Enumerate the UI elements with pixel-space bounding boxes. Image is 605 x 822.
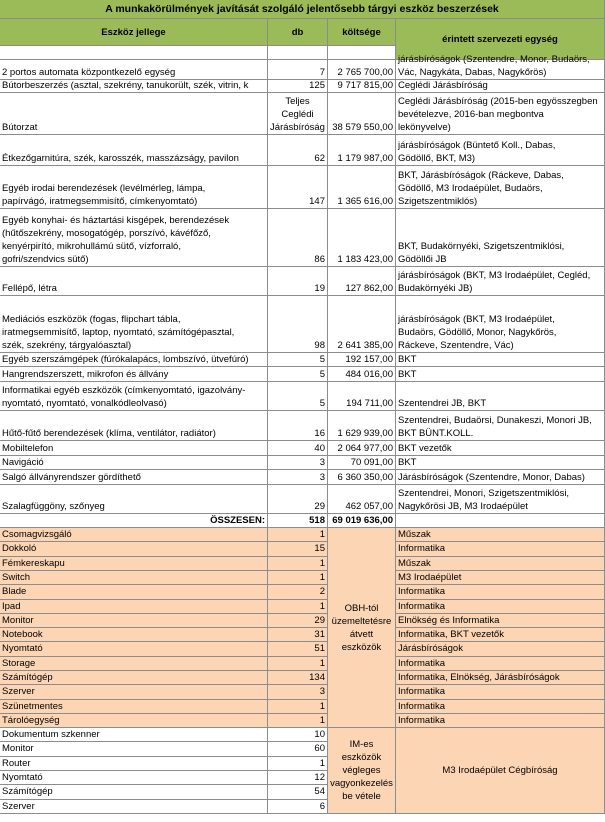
asset-name: Mediációs eszközök (fogas, flipchart tábla, iratmegsemmisítő, laptop, nyomtató, számítógépasztal, szék, szekrény, tárgyalóasztal) [0,296,268,353]
asset-count: Teljes Ceglédi Járásbíróság [268,93,328,135]
obh-item-unit: Informatika [396,585,605,600]
total-count: 518 [268,514,328,528]
asset-cost: 38 579 550,00 [328,93,396,135]
asset-cost: 192 157,00 [328,353,396,367]
obh-item-unit: Informatika [396,542,605,557]
obh-item-count: 31 [268,628,328,642]
obh-item-name: Switch [0,571,268,585]
asset-unit: BKT, Budakörnyéki, Szigetszentmiklósi, Gödöllői JB [396,209,605,267]
obh-item-count: 29 [268,614,328,628]
asset-name: Fellépő, létra [0,267,268,296]
asset-name: Bútorzat [0,93,268,135]
asset-unit: BKT [396,367,605,382]
obh-item-unit: Informatika [396,600,605,614]
sheet-title: A munkakörülmények javítását szolgáló jelentősebb tárgyi eszköz beszerzések [0,0,605,19]
asset-cost: 6 360 350,00 [328,470,396,485]
asset-cost: 9 717 815,00 [328,80,396,93]
asset-name: Mobiltelefon [0,441,268,456]
obh-item-count: 51 [268,642,328,657]
obh-item-count: 3 [268,685,328,700]
im-item-name: Monitor [0,742,268,757]
im-item-count: 60 [268,742,328,757]
total-cost: 69 019 636,00 [328,514,396,528]
asset-unit: Ceglédi Járásbíróság [396,80,605,93]
obh-item-unit: Informatika [396,685,605,700]
asset-cost: 2 064 977,00 [328,441,396,456]
obh-item-count: 15 [268,542,328,557]
asset-cost: 194 711,00 [328,382,396,411]
im-item-name: Router [0,757,268,771]
asset-unit: Szentendrei, Budaörsi, Dunakeszi, Monori JB, BKT BÜNT.KOLL. [396,411,605,441]
obh-item-unit: Informatika [396,657,605,671]
obh-item-unit: Műszak [396,557,605,571]
asset-unit: járásbíróságok (BKT, M3 Irodaépület, Budaörs, Gödöllő, Monor, Nagykőrös, Ráckeve, Szentendre, Vác) [396,296,605,353]
asset-cost: 2 641 385,00 [328,296,396,353]
asset-name: Szalagfüggöny, szőnyeg [0,485,268,514]
asset-name: 2 portos automata központkezelő egység [0,46,268,80]
obh-item-name: Monitor [0,614,268,628]
im-item-name: Nyomtató [0,771,268,785]
asset-count: 19 [268,267,328,296]
asset-name: Egyéb szerszámgépek (fúrókalapács, lombszívó, ütvefúró) [0,353,268,367]
obh-item-name: Blade [0,585,268,600]
asset-count: 86 [268,209,328,267]
asset-name: Étkezőgarnitúra, szék, karosszék, masszázságy, pavilon [0,135,268,166]
obh-item-unit: Informatika, Elnökség, Járásbíróságok [396,671,605,685]
obh-item-unit: Műszak [396,528,605,542]
asset-unit: járásbíróságok (Büntető Koll., Dabas, Gödöllő, BKT, M3) [396,135,605,166]
asset-count: 5 [268,367,328,382]
asset-name: Egyéb irodai berendezések (levélmérleg, lámpa, papírvágó, iratmegsemmisítő, címkenyomtató) [0,166,268,209]
obh-item-name: Fémkereskapu [0,557,268,571]
obh-item-name: Notebook [0,628,268,642]
asset-unit: BKT [396,353,605,367]
obh-item-name: Csomagvizsgáló [0,528,268,542]
obh-item-unit: Informatika, BKT vezetők [396,628,605,642]
asset-name: Salgó állványrendszer gördíthető [0,470,268,485]
asset-count: 16 [268,411,328,441]
obh-item-count: 134 [268,671,328,685]
asset-unit: Szentendrei JB, BKT [396,382,605,411]
total-label: ÖSSZESEN: [0,514,268,528]
asset-count: 40 [268,441,328,456]
asset-unit: járásbíróságok (Szentendre, Monor, Budaörs, Vác, Nagykáta, Dabas, Nagykőrös) [396,46,605,80]
obh-item-count: 1 [268,600,328,614]
asset-count: 7 [268,46,328,80]
obh-item-unit: Járásbíróságok [396,642,605,657]
asset-name: Hűtő-fűtő berendezések (klíma, ventilátor, radiátor) [0,411,268,441]
obh-item-count: 1 [268,700,328,714]
obh-item-count: 2 [268,585,328,600]
asset-unit: BKT [396,456,605,470]
im-item-count: 12 [268,771,328,785]
asset-cost: 484 016,00 [328,367,396,382]
total-spacer [396,514,605,528]
asset-count: 29 [268,485,328,514]
asset-count: 3 [268,456,328,470]
obh-item-unit: Informatika [396,714,605,728]
obh-item-count: 1 [268,657,328,671]
obh-item-count: 1 [268,571,328,585]
obh-item-name: Szünetmentes [0,700,268,714]
header-db: db [268,19,328,46]
asset-cost: 70 091,00 [328,456,396,470]
asset-unit: BKT vezetők [396,441,605,456]
header-erintett-egyseg: érintett szervezeti egység [396,19,605,60]
im-group-unit: M3 Irodaépület Cégbíróság [396,728,605,814]
asset-cost: 1 365 616,00 [328,166,396,209]
asset-unit: Ceglédi Járásbíróság (2015-ben egyösszegben bevételezve, 2016-ban megbontva lekönyvelve) [396,93,605,135]
header-eszkoz-jellege: Eszköz jellege [0,19,268,46]
asset-name: Navigáció [0,456,268,470]
im-item-name: Számítógép [0,785,268,800]
asset-unit: BKT, Járásbíróságok (Ráckeve, Dabas, Gödöllő, M3 Irodaépület, Budaörs, Szigetszentmiklós) [396,166,605,209]
obh-item-name: Dokkoló [0,542,268,557]
obh-item-count: 1 [268,557,328,571]
obh-item-name: Tárolóegység [0,714,268,728]
asset-unit: Járásbíróságok (Szentendre, Monor, Dabas) [396,470,605,485]
asset-count: 3 [268,470,328,485]
obh-item-unit: Elnökség és Informatika [396,614,605,628]
obh-group-label: OBH-tól üzemeltetésre átvett eszközök [328,528,396,728]
im-item-name: Szerver [0,800,268,814]
asset-count: 5 [268,382,328,411]
asset-cost: 1 629 939,00 [328,411,396,441]
asset-cost: 2 765 700,00 [328,46,396,80]
obh-item-name: Szerver [0,685,268,700]
asset-name: Informatikai egyéb eszközök (címkenyomtató, igazolvány- nyomtató, nyomtató, vonalkódleolvasó) [0,382,268,411]
im-item-name: Dokumentum szkenner [0,728,268,742]
asset-cost: 1 179 987,00 [328,135,396,166]
obh-item-name: Ipad [0,600,268,614]
im-item-count: 1 [268,757,328,771]
asset-count: 125 [268,80,328,93]
asset-cost: 127 862,00 [328,267,396,296]
asset-unit: járásbíróságok (BKT, M3 Irodaépület, Cegléd, Budakörnyéki JB) [396,267,605,296]
asset-unit: Szentendrei, Monori, Szigetszentmiklósi, Nagykőrösi JB, M3 Irodaépület [396,485,605,514]
asset-cost: 1 183 423,00 [328,209,396,267]
asset-count: 62 [268,135,328,166]
obh-item-count: 1 [268,714,328,728]
asset-cost: 462 057,00 [328,485,396,514]
obh-item-unit: Informatika [396,700,605,714]
obh-item-name: Storage [0,657,268,671]
obh-item-unit: M3 Irodaépület [396,571,605,585]
asset-count: 98 [268,296,328,353]
asset-count: 5 [268,353,328,367]
asset-name: Egyéb konyhai- és háztartási kisgépek, berendezések (hűtőszekrény, mosogatógép, porszívó, kávéfőző, kenyérpirító, mikrohullámú sütő, vízforraló, gofri/szendvics sütő) [0,209,268,267]
obh-item-count: 1 [268,528,328,542]
obh-item-name: Számítógép [0,671,268,685]
asset-name: Hangrendszerszett, mikrofon és állvány [0,367,268,382]
asset-name: Bútorbeszerzés (asztal, szekrény, tanukorült, szék, vitrin, k [0,80,268,93]
asset-count: 147 [268,166,328,209]
header-koltsege: költsége [328,19,396,46]
im-item-count: 54 [268,785,328,800]
im-item-count: 10 [268,728,328,742]
im-item-count: 6 [268,800,328,814]
im-group-label: IM-es eszközök végleges vagyonkezelés be vétele [328,728,396,814]
obh-item-name: Nyomtató [0,642,268,657]
